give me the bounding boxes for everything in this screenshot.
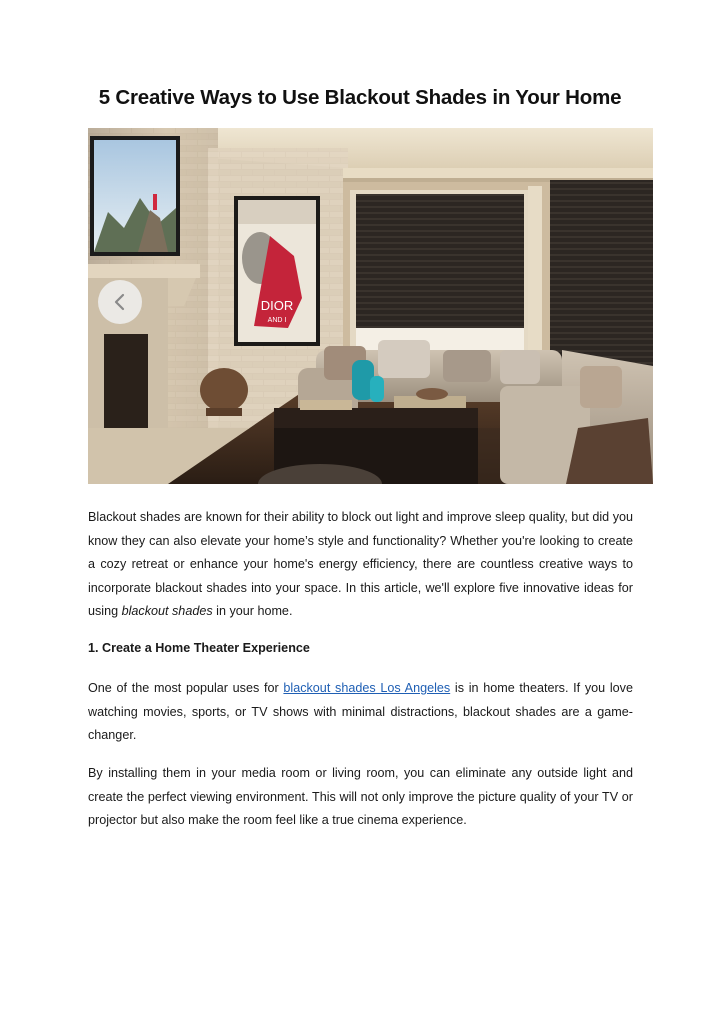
intro-paragraph bbox=[88, 506, 633, 624]
carousel-prev-button[interactable] bbox=[98, 280, 142, 324]
section-paragraph-2: By installing them in your media room or living room, you can eliminate any outside light and create the perfect viewing environment. This will not only improve the picture quality of your TV or projector but also make the room feel like a true cinema experience. bbox=[88, 766, 633, 827]
living-room-photo bbox=[88, 128, 653, 484]
blackout-shades-link[interactable]: blackout shades Los Angeles bbox=[283, 681, 451, 695]
article-title: 5 Creative Ways to Use Blackout Shades in Your Home bbox=[98, 86, 622, 109]
intro-text: Blackout shades are known for their ability to block out light and improve sleep quality, but did you know they can also elevate your home’s style and functionality? Whether you're looking to create a cozy retreat or enhance your home's energy efficiency, there are countless creative ways to incorporate blackout shades into your space. In this article, we'll explore five innovative ideas for using bbox=[88, 510, 633, 618]
paragraph-text: One of the most popular uses for bbox=[88, 681, 284, 695]
section-heading: 1. Create a Home Theater Experience bbox=[88, 641, 310, 655]
poster-subtitle: AND I bbox=[267, 317, 287, 324]
section-paragraph-1 bbox=[88, 677, 633, 748]
intro-emphasis: blackout shades bbox=[121, 604, 213, 618]
poster-title: DIOR bbox=[260, 298, 294, 313]
hero-image bbox=[88, 128, 653, 484]
chevron-left-icon bbox=[110, 292, 130, 312]
intro-text-end: in your home. bbox=[212, 604, 293, 618]
paragraph-text-end: is in home theaters. If you love watching movies, sports, or TV shows with minimal distractions, blackout shades are a game-changer. bbox=[88, 681, 633, 742]
